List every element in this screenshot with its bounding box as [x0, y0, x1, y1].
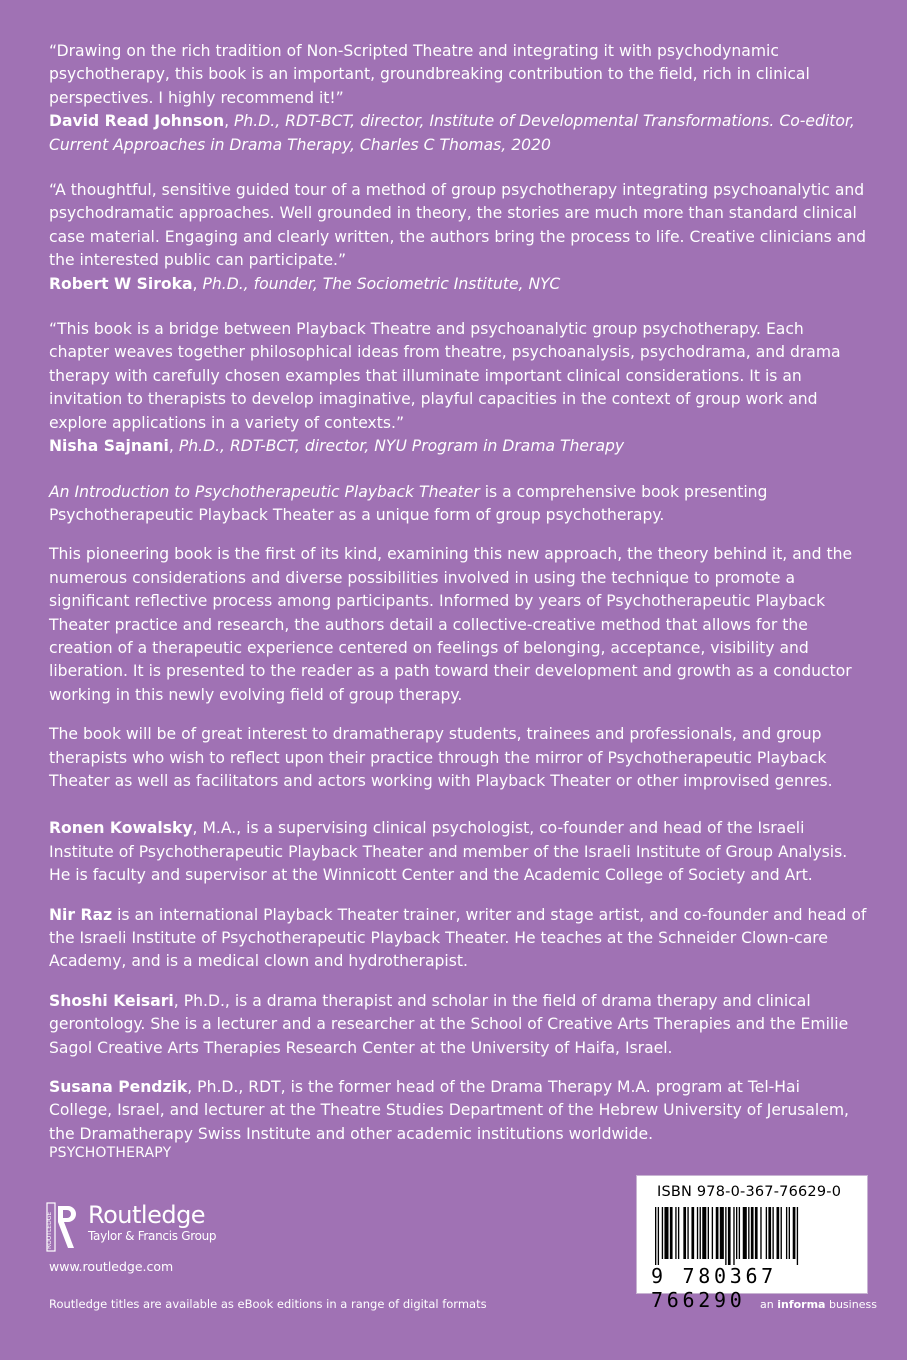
barcode-bar	[751, 1207, 754, 1259]
quote-1	[49, 40, 867, 157]
description-paragraph-3: The book will be of great interest to dramatherapy students, trainees and professionals, and group therapists who wish to reflect upon their practice through the mirror of Psychotherapeutic Playback Theater as well as facilitators and actors working with Playback Theater or other improvised genres.	[49, 725, 833, 790]
barcode-bar	[789, 1207, 790, 1259]
author-bio-text: , Ph.D., RDT, is the former head of the Drama Therapy M.A. program at Tel-Hai College, Israel, and lecturer at the Theatre Studies Department of the Hebrew University of Jerusalem, the Dramatherapy Swiss Institute and other academic institutions worldwide.	[49, 1078, 850, 1143]
author-bio-text: is an international Playback Theater trainer, writer and stage artist, and co-founder and head of the Israeli Institute of Psychotherapeutic Playback Theater. He teaches at the Schneider Clown-care Academy, and is a medical clown and hydrotherapist.	[49, 905, 867, 971]
barcode-bar	[702, 1207, 706, 1259]
routledge-wordmark	[88, 1202, 216, 1244]
quote-credentials: Ph.D., RDT-BCT, director, Institute of Developmental Transformations. Co-editor, Current Approaches in Drama Therapy, Charles C Thomas, 2020	[49, 112, 855, 154]
barcode-bar	[691, 1207, 694, 1259]
barcode-bar	[655, 1207, 656, 1265]
barcode-bar	[739, 1207, 740, 1259]
barcode-bar	[678, 1207, 679, 1259]
author-name: Nir Raz	[49, 905, 113, 924]
author-bio-text: , M.A., is a supervising clinical psychologist, co-founder and head of the Israeli Institute of Psychotherapeutic Playback Theater and member of the Israeli Institute of Group Analysis. He is faculty and supervisor at the Winnicott Center and the Academic College of Society and Art.	[49, 819, 848, 885]
barcode-bar	[777, 1207, 780, 1259]
barcode-digits: 9 780367 766290	[651, 1264, 777, 1312]
back-cover-text	[49, 40, 867, 1162]
barcode-bars	[655, 1207, 849, 1265]
quote-3	[49, 318, 867, 458]
book-title: An Introduction to Psychotherapeutic Playback Theater	[49, 482, 480, 501]
barcode-bar	[772, 1207, 773, 1259]
author-bio-3	[49, 990, 867, 1060]
isbn-label: ISBN 978-0-367-76629-0	[657, 1184, 842, 1200]
barcode-bar	[781, 1207, 782, 1259]
barcode-bar	[748, 1207, 749, 1259]
barcode-bar	[743, 1207, 747, 1259]
informa-prefix: an	[760, 1298, 778, 1311]
barcode-bar	[728, 1207, 731, 1265]
barcode-bar	[670, 1207, 673, 1259]
quote-credentials: Ph.D., RDT-BCT, director, NYU Program in Drama Therapy	[178, 437, 625, 456]
barcode-bar	[683, 1207, 686, 1259]
barcode-bar	[768, 1207, 771, 1259]
barcode-bar	[687, 1207, 688, 1259]
barcode-bar	[664, 1207, 668, 1259]
barcode-bar	[766, 1207, 767, 1259]
quote-author: Nisha Sajnani	[49, 437, 169, 456]
publisher-name: Routledge	[88, 1201, 206, 1229]
informa-business	[760, 1298, 877, 1311]
routledge-logo-icon	[46, 1202, 80, 1252]
publisher-group: Taylor & Francis Group	[88, 1229, 217, 1243]
barcode-bar	[700, 1207, 701, 1259]
ebook-note: Routledge titles are available as eBook editions in a range of digital formats	[49, 1297, 487, 1311]
barcode-bar	[786, 1207, 787, 1259]
routledge-logo	[46, 1202, 216, 1252]
author-name: Susana Pendzik	[49, 1078, 188, 1097]
quote-text: “Drawing on the rich tradition of Non-Scripted Theatre and integrating it with psychodynamic psychotherapy, this book is an important, groundbreaking contribution to the field, rich in clinical perspectives. I highly recommend it!”	[49, 42, 810, 107]
author-bio-4	[49, 1076, 867, 1146]
routledge-vertical-mark: ROUTLEDGE	[46, 1211, 53, 1249]
barcode-bar	[675, 1207, 676, 1259]
quote-attribution: David Read Johnson, Ph.D., RDT-BCT, director, Institute of Developmental Transformations. Co-editor, Current Approaches in Drama Therapy, Charles C Thomas, 2020	[49, 112, 855, 154]
barcode-bar	[708, 1207, 709, 1259]
author-bio-2	[49, 904, 867, 974]
quote-attribution: Robert W Siroka, Ph.D., founder, The Sociometric Institute, NYC	[49, 274, 561, 293]
description-text: is a comprehensive book presenting Psychotherapeutic Playback Theater as a unique form of group psychotherapy.	[49, 482, 768, 524]
author-bio-1	[49, 817, 867, 887]
quote-credentials: Ph.D., founder, The Sociometric Institute, NYC	[202, 274, 561, 293]
informa-suffix: business	[825, 1298, 877, 1311]
quote-attribution: Nisha Sajnani, Ph.D., RDT-BCT, director, NYU Program in Drama Therapy	[49, 437, 625, 456]
informa-brand: informa	[777, 1298, 826, 1311]
quote-text: “This book is a bridge between Playback Theatre and psychoanalytic group psychotherapy. Each chapter weaves together philosophical ideas from theatre, psychoanalysis, psychodrama, and drama therapy with carefully chosen examples that illuminate important clinical considerations. It is an invitation to therapists to develop imaginative, playful capacities in the context of group work and explore applications in a variety of contexts.”	[49, 320, 841, 432]
quote-author: Robert W Siroka	[49, 274, 193, 293]
author-bio-text: , Ph.D., is a drama therapist and scholar in the field of drama therapy and clinical gerontology. She is a lecturer and a researcher at the School of Creative Arts Therapies and the Emilie Sagol Creative Arts Therapies Research Center at the University of Haifa, Israel.	[49, 991, 849, 1057]
barcode-bar	[760, 1207, 761, 1259]
publisher-website: www.routledge.com	[49, 1259, 174, 1274]
quote-2	[49, 179, 867, 296]
barcode-bar	[662, 1207, 663, 1259]
barcode-bar	[755, 1207, 758, 1259]
author-name: Ronen Kowalsky	[49, 819, 193, 838]
barcode-bar	[658, 1207, 659, 1265]
barcode-bar	[736, 1207, 737, 1259]
category-label: PSYCHOTHERAPY	[49, 1145, 172, 1161]
barcode-bar	[797, 1207, 798, 1265]
barcode-bar	[725, 1207, 726, 1265]
barcode-bar	[712, 1207, 713, 1259]
barcode-bar	[793, 1207, 796, 1259]
description-paragraph-1	[49, 481, 867, 528]
barcode-bar	[733, 1207, 734, 1265]
barcode-bar	[697, 1207, 698, 1259]
barcode-bar	[716, 1207, 719, 1259]
author-name: Shoshi Keisari	[49, 991, 174, 1010]
quote-text: “A thoughtful, sensitive guided tour of a method of group psychotherapy integrating psychoanalytic and psychodramatic approaches. Well grounded in theory, the stories are much more than standard clinical case material. Engaging and clearly written, the authors bring the process to life. Creative clinicians and the interested public can participate.”	[49, 181, 867, 270]
barcode-bar	[720, 1207, 724, 1259]
quote-author: David Read Johnson	[49, 112, 225, 131]
description-paragraph-2: This pioneering book is the first of its kind, examining this new approach, the theory behind it, and the numerous considerations and diverse possibilities involved in using the technique to promote a significant reflective process among participants. Informed by years of Psychotherapeutic Playback Theater practice and research, the authors detail a collective-creative method that allows for the creation of a therapeutic experience centered on feelings of belonging, acceptance, visibility and liberation. It is presented to the reader as a path toward their development and growth as a conductor working in this newly evolving field of group therapy.	[49, 545, 853, 704]
